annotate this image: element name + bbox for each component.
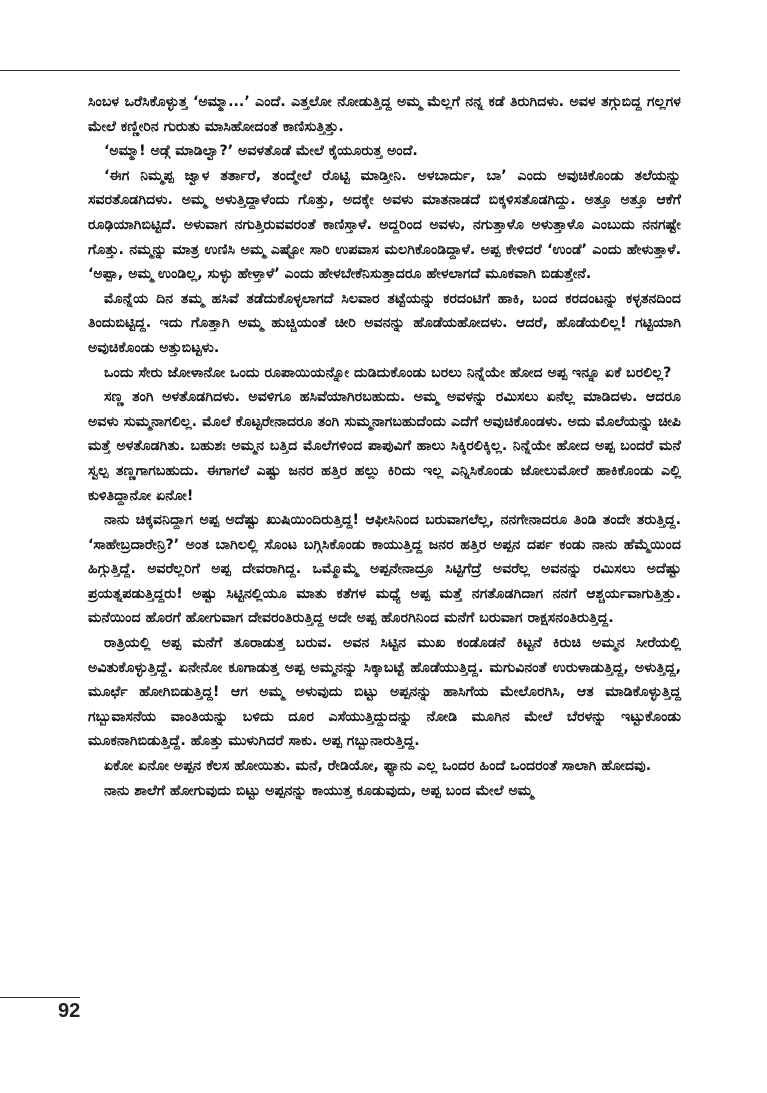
paragraph: ರಾತ್ರಿಯಲ್ಲಿ ಅಪ್ಪ ಮನೆಗೆ ತೂರಾಡುತ್ತ ಬರುವ. ಅವನ ಸಿಟ್ಟಿನ ಮುಖ ಕಂಡೊಡನೆ ಕಿಟ್ಟನೆ ಕಿರುಚಿ ಅಮ್ಮನ ಸೀರೆಯಲ್ಲಿ ಅವಿತುಕೊಳ್ಳುತ್ತಿದ್ದೆ. ಏನೇನೋ ಕೂಗಾಡುತ್ತ ಅಪ್ಪ ಅಮ್ಮನನ್ನು ಸಿಕ್ಕಾಬಟ್ಟೆ ಹೊಡೆಯುತ್ತಿದ್ದ. ಮಗುವಿನಂತೆ ಉರುಳಾಡುತ್ತಿದ್ದ, ಅಳುತ್ತಿದ್ದ, ಮೂರ್ಛೆ ಹೋಗಿಬಿಡುತ್ತಿದ್ದ! ಆಗ ಅಮ್ಮ ಅಳುವುದು ಬಿಟ್ಟು ಅಪ್ಪನನ್ನು ಹಾಸಿಗೆಯ ಮೇಲೊರಗಿಸಿ, ಆತ ಮಾಡಿಕೊಳ್ಳುತ್ತಿದ್ದ ಗಬ್ಬುವಾಸನೆಯ ವಾಂತಿಯನ್ನು ಬಳಿದು ದೂರ ಎಸೆಯುತ್ತಿದ್ದುದನ್ನು ನೋಡಿ ಮೂಗಿನ ಮೇಲೆ ಬೆರಳನ್ನು ಇಟ್ಟುಕೊಂಡು ಮೂಕನಾಗಿಬಿಡುತ್ತಿದ್ದೆ. ಹೊತ್ತು ಮುಳುಗಿದರೆ ಸಾಕು. ಅಪ್ಪ ಗಬ್ಬುನಾರುತ್ತಿದ್ದ. bbox=[88, 635, 681, 750]
paragraph: ಸಿಂಬಳ ಒರೆಸಿಕೊಳ್ಳುತ್ತ ‘ಅಮ್ಮಾ...’ ಎಂದೆ. ಎತ್ತಲೋ ನೋಡುತ್ತಿದ್ದ ಅಮ್ಮ ಮೆಲ್ಲಗೆ ನನ್ನ ಕಡೆ ತಿರುಗಿದಳು. ಅವಳ ತಗ್ಗುಬಿದ್ದ ಗಲ್ಲಗಳ ಮೇಲೆ ಕಣ್ಣೀರಿನ ಗುರುತು ಮಾಸಿಹೋದಂತೆ ಕಾಣಿಸುತ್ತಿತ್ತು. bbox=[88, 94, 681, 135]
paragraph: ನಾನು ಚಿಕ್ಕವನಿದ್ದಾಗ ಅಪ್ಪ ಅದೆಷ್ಟು ಖುಷಿಯಿಂದಿರುತ್ತಿದ್ದ! ಆಫೀಸಿನಿಂದ ಬರುವಾಗಲೆಲ್ಲ, ನನಗೇನಾದರೂ ತಿಂಡಿ ತಂದೇ ತರುತ್ತಿದ್ದ. ‘ಸಾಹೇಬ್ರದಾರೇನ್ರಿ?’ ಅಂತ ಬಾಗಿಲಲ್ಲಿ ಸೊಂಟ ಬಗ್ಗಿಸಿಕೊಂಡು ಕಾಯುತ್ತಿದ್ದ ಜನರ ಹತ್ತಿರ ಅಪ್ಪನ ದರ್ಪ ಕಂಡು ನಾನು ಹೆಮ್ಮೆಯಿಂದ ಹಿಗ್ಗುತ್ತಿದ್ದೆ. ಅವರೆಲ್ಲರಿಗೆ ಅಪ್ಪ ದೇವರಾಗಿದ್ದ. ಒಮ್ಮೊಮ್ಮೆ ಅಪ್ಪನೇನಾದ್ರೂ ಸಿಟ್ಟಿಗೆದ್ರೆ ಅವರೆಲ್ಲ ಅವನನ್ನು ರಮಿಸಲು ಅದೆಷ್ಟು ಪ್ರಯತ್ನಪಡುತ್ತಿದ್ದರು! ಅಷ್ಟು ಸಿಟ್ಟಿನಲ್ಲಿಯೂ ಮಾತು ಕತೆಗಳ ಮಧ್ಯೆ ಅಪ್ಪ ಮತ್ತೆ ನಗತೊಡಗಿದಾಗ ನನಗೆ ಆಶ್ಚರ್ಯವಾಗುತ್ತಿತ್ತು. ಮನೆಯಿಂದ ಹೊರಗೆ ಹೋಗುವಾಗ ದೇವರಂತಿರುತ್ತಿದ್ದ ಅದೇ ಅಪ್ಪ ಹೊರಗಿನಿಂದ ಮನೆಗೆ ಬರುವಾಗ ರಾಕ್ಷಸನಂತಿರುತ್ತಿದ್ದ. bbox=[88, 512, 681, 627]
page-number: 92 bbox=[58, 1000, 81, 1022]
paragraph: ಒಂದು ಸೇರು ಜೋಳಾನೋ ಒಂದು ರೂಪಾಯಿಯನ್ನೋ ದುಡಿದುಕೊಂಡು ಬರಲು ನಿನ್ನೆಯೇ ಹೋದ ಅಪ್ಪ ಇನ್ನೂ ಏಕೆ ಬರಲಿಲ್ಲ? bbox=[104, 364, 672, 381]
paragraph: ನಾನು ಶಾಲೆಗೆ ಹೋಗುವುದು ಬಿಟ್ಟು ಅಪ್ಪನನ್ನು ಕಾಯುತ್ತ ಕೂಡುವುದು, ಅಪ್ಪ ಬಂದ ಮೇಲೆ ಅಮ್ಮ bbox=[104, 782, 534, 799]
story-text-body bbox=[88, 90, 681, 803]
footer-rule bbox=[0, 997, 80, 998]
paragraph: ಮೊನ್ನೆಯ ದಿನ ತಮ್ಮ ಹಸಿವೆ ತಡೆದುಕೊಳ್ಳಲಾಗದೆ ಸಿಲವಾರ ತಟ್ಟೆಯನ್ನು ಕರದಂಟಿಗೆ ಹಾಕಿ, ಬಂದ ಕರದಂಟನ್ನು ಕಳ್ಳತನದಿಂದ ತಿಂದುಬಿಟ್ಟಿದ್ದ. ಇದು ಗೊತ್ತಾಗಿ ಅಮ್ಮ ಹುಚ್ಚಿಯಂತೆ ಚೀರಿ ಅವನನ್ನು ಹೊಡೆಯಹೋದಳು. ಆದರೆ, ಹೊಡೆಯಲಿಲ್ಲ! ಗಟ್ಟಿಯಾಗಿ ಅವುಚಿಕೊಂಡು ಅತ್ತುಬಿಟ್ಟಳು. bbox=[88, 290, 681, 356]
paragraph: ‘ಅಮ್ಮಾ! ಅಡ್ಗೆ ಮಾಡಿಲ್ವಾ?’ ಅವಳತೊಡೆ ಮೇಲೆ ಕೈಯೂರುತ್ತ ಅಂದೆ. bbox=[104, 143, 418, 160]
paragraph: ‘ಈಗ ನಿಮ್ಮಪ್ಪ ಜ್ವಾಳ ತರ್ತಾರೆ, ತಂದ್ಮೇಲೆ ರೊಟ್ಟಿ ಮಾಡ್ತೀನಿ. ಅಳಬಾರ್ದು, ಬಾ’ ಎಂದು ಅವುಚಿಕೊಂಡು ತಲೆಯನ್ನು ಸವರತೊಡಗಿದಳು. ಅಮ್ಮ ಅಳುತ್ತಿದ್ದಾಳೆಂದು ಗೊತ್ತು, ಅದಕ್ಕೇ ಅವಳು ಮಾತನಾಡದೆ ಬಿಕ್ಕಳಿಸತೊಡಗಿದ್ದು. ಅತ್ತೂ ಅತ್ತೂ ಆಕೆಗೆ ರೂಢಿಯಾಗಿಬಿಟ್ಟಿದೆ. ಅಳುವಾಗ ನಗುತ್ತಿರುವವರಂತೆ ಕಾಣಿಸ್ತಾಳೆ. ಅದ್ದರಿಂದ ಅವಳು, ನಗುತ್ತಾಳೊ ಅಳುತ್ತಾಳೊ ಎಂಬುದು ನನಗಷ್ಟೇ ಗೊತ್ತು. ನಮ್ಮನ್ನು ಮಾತ್ರ ಉಣಿಸಿ ಅಮ್ಮ ಎಷ್ಟೋ ಸಾರಿ ಉಪವಾಸ ಮಲಗಿಕೊಂಡಿದ್ದಾಳೆ. ಅಪ್ಪ ಕೇಳಿದರೆ ‘ಉಂಡೆ’ ಎಂದು ಹೇಳುತ್ತಾಳೆ. ‘ಅಪ್ಪಾ, ಅಮ್ಮ ಉಂಡಿಲ್ಲ, ಸುಳ್ಳು ಹೇಳ್ತಾಳೆ’ ಎಂದು ಹೇಳಬೇಕೆನಿಸುತ್ತಾದರೂ ಹೇಳಲಾಗದೆ ಮೂಕವಾಗಿ ಬಿಡುತ್ತೇನೆ. bbox=[88, 167, 681, 283]
paragraph: ಸಣ್ಣ ತಂಗಿ ಅಳತೊಡಗಿದಳು. ಅವಳಿಗೂ ಹಸಿವೆಯಾಗಿರಬಹುದು. ಅಮ್ಮ ಅವಳನ್ನು ರಮಿಸಲು ಏನೆಲ್ಲ ಮಾಡಿದಳು. ಆದರೂ ಅವಳು ಸುಮ್ಮನಾಗಲಿಲ್ಲ. ಮೊಲೆ ಕೊಟ್ಟರೇನಾದರೂ ತಂಗಿ ಸುಮ್ಮನಾಗಬಹುದೆಂದು ಎದೆಗೆ ಅವುಚಿಕೊಂಡಳು. ಅದು ಮೊಲೆಯನ್ನು ಚೀಪಿ ಮತ್ತೆ ಅಳತೊಡಗಿತು. ಬಹುಶಃ ಅಮ್ಮನ ಬತ್ತಿದ ಮೊಲೆಗಳಿಂದ ಪಾಪುವಿಗೆ ಹಾಲು ಸಿಕ್ಕಿರಲಿಕ್ಕಿಲ್ಲ. ನಿನ್ನೆಯೇ ಹೋದ ಅಪ್ಪ ಬಂದರೆ ಮನೆ ಸ್ವಲ್ಪ ತಣ್ಣಗಾಗಬಹುದು. ಈಗಾಗಲೆ ಎಷ್ಟು ಜನರ ಹತ್ತಿರ ಹಲ್ಲು ಕಿರಿದು ಇಲ್ಲ ಎನ್ನಿಸಿಕೊಂಡು ಜೋಲುಮೋರೆ ಹಾಕಿಕೊಂಡು ಎಲ್ಲಿ ಕುಳಿತಿದ್ದಾನೋ ಏನೋ! bbox=[88, 389, 681, 504]
header-rule bbox=[0, 70, 680, 71]
paragraph: ಏಕೋ ಏನೋ ಅಪ್ಪನ ಕೆಲಸ ಹೋಯಿತು. ಮನೆ, ರೇಡಿಯೋ, ಫ್ಯಾನು ಎಲ್ಲ ಒಂದರ ಹಿಂದೆ ಒಂದರಂತೆ ಸಾಲಾಗಿ ಹೋದವು. bbox=[104, 758, 652, 775]
